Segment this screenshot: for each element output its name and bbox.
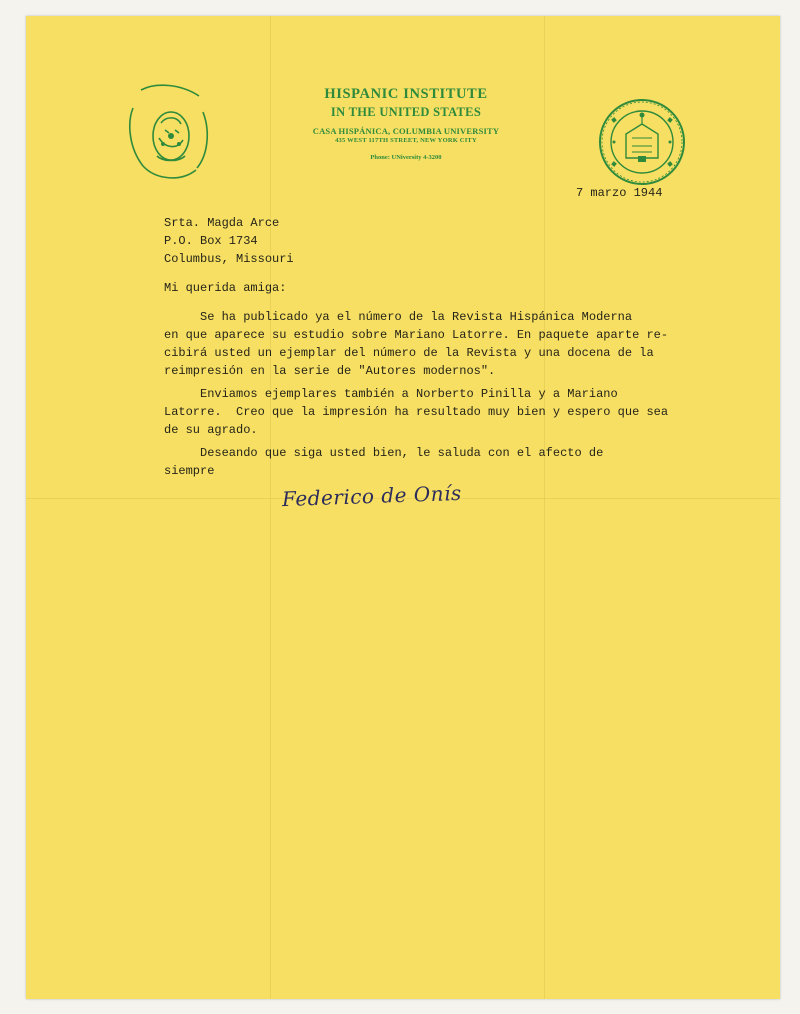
recipient-address-line1: P.O. Box 1734 xyxy=(164,234,258,248)
paragraph-1-line: en que aparece su estudio sobre Mariano Latorre. En paquete aparte re- xyxy=(164,328,669,342)
salutation: Mi querida amiga: xyxy=(164,281,287,295)
institute-address-line1: CASA HISPÁNICA, COLUMBIA UNIVERSITY xyxy=(312,126,500,136)
recipient-name: Srta. Magda Arce xyxy=(164,216,280,230)
institute-emblem-icon xyxy=(121,78,216,188)
paragraph-2-line: Latorre. Creo que la impresión ha resultado muy bien y espero que sea xyxy=(164,405,669,419)
paragraph-1-line: reimpresión en la serie de "Autores modernos". xyxy=(164,364,496,378)
paragraph-2-line: de su agrado. xyxy=(164,423,258,437)
letter-paper xyxy=(26,16,780,999)
closing-line: siempre xyxy=(164,464,215,478)
fold-line xyxy=(270,16,271,999)
recipient-address-line2: Columbus, Missouri xyxy=(164,252,294,266)
institute-subtitle: IN THE UNITED STATES xyxy=(330,105,482,119)
university-seal-icon xyxy=(598,98,686,186)
handwritten-signature: Federico de Onís xyxy=(281,480,463,512)
closing-line: Deseando que siga usted bien, le saluda con el afecto de xyxy=(164,446,604,460)
institute-address-line2: 435 WEST 117TH STREET, NEW YORK CITY xyxy=(335,137,477,144)
paragraph-1-line: Se ha publicado ya el número de la Revista Hispánica Moderna xyxy=(164,310,633,324)
paragraph-1-line: cibirá usted un ejemplar del número de la Revista y una docena de la xyxy=(164,346,654,360)
paragraph-2-line: Enviamos ejemplares también a Norberto Pinilla y a Mariano xyxy=(164,387,618,401)
fold-line xyxy=(544,16,545,999)
letter-date: 7 marzo 1944 xyxy=(576,186,663,200)
letterhead xyxy=(286,86,526,161)
institute-phone: Phone: UNiversity 4-3200 xyxy=(370,154,442,161)
institute-name: HISPANIC INSTITUTE xyxy=(324,86,488,102)
